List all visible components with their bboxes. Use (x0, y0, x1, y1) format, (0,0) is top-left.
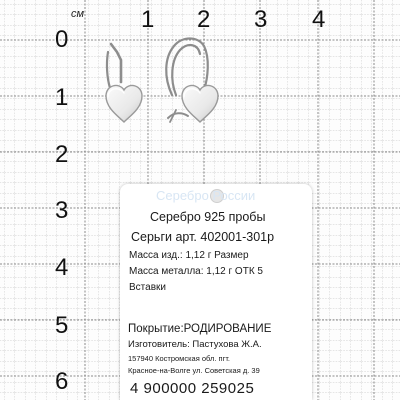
ruler-unit: см (71, 8, 85, 20)
tag-maker-line: Изготовитель: Пастухова Ж.А. (128, 339, 262, 350)
ruler-side-label-2: 2 (55, 141, 69, 168)
tag-address-line-1: 157940 Костромская обл. пгт. (128, 354, 231, 363)
ruler-side-label-4: 4 (55, 254, 69, 281)
tag-article-line: Серьги арт. 402001-301р (131, 230, 275, 244)
ruler-side-label-3: 3 (55, 197, 69, 224)
tag-weight-line: Масса изд.: 1,12 г Размер (129, 250, 249, 261)
right-earring (166, 39, 218, 123)
ruler-top-label-3: 3 (254, 6, 268, 33)
tag-inserts-line: Вставки (129, 282, 166, 293)
tag-coating-line: Покрытие:РОДИРОВАНИЕ (128, 323, 272, 335)
price-tag (120, 184, 312, 400)
ruler-side-label-6: 6 (55, 368, 69, 395)
ruler-side-label-1: 1 (55, 84, 69, 111)
tag-address-line-2: Красное-на-Волге ул. Советская д. 39 (128, 366, 260, 375)
tag-watermark: Серебро России (156, 188, 256, 203)
ruler-top-label-4: 4 (312, 6, 326, 33)
ruler-side-label-0: 0 (55, 26, 69, 53)
tag-metal-line: Серебро 925 пробы (150, 210, 266, 224)
ruler-top-label-1: 1 (141, 6, 155, 33)
left-earring (106, 44, 142, 122)
tag-barcode-number: 4 900000 259025 (130, 380, 255, 397)
tag-metal-weight-line: Масса металла: 1,12 г ОТК 5 (129, 266, 263, 277)
ruler-side-label-5: 5 (55, 312, 69, 339)
ruler-top-label-2: 2 (197, 6, 211, 33)
